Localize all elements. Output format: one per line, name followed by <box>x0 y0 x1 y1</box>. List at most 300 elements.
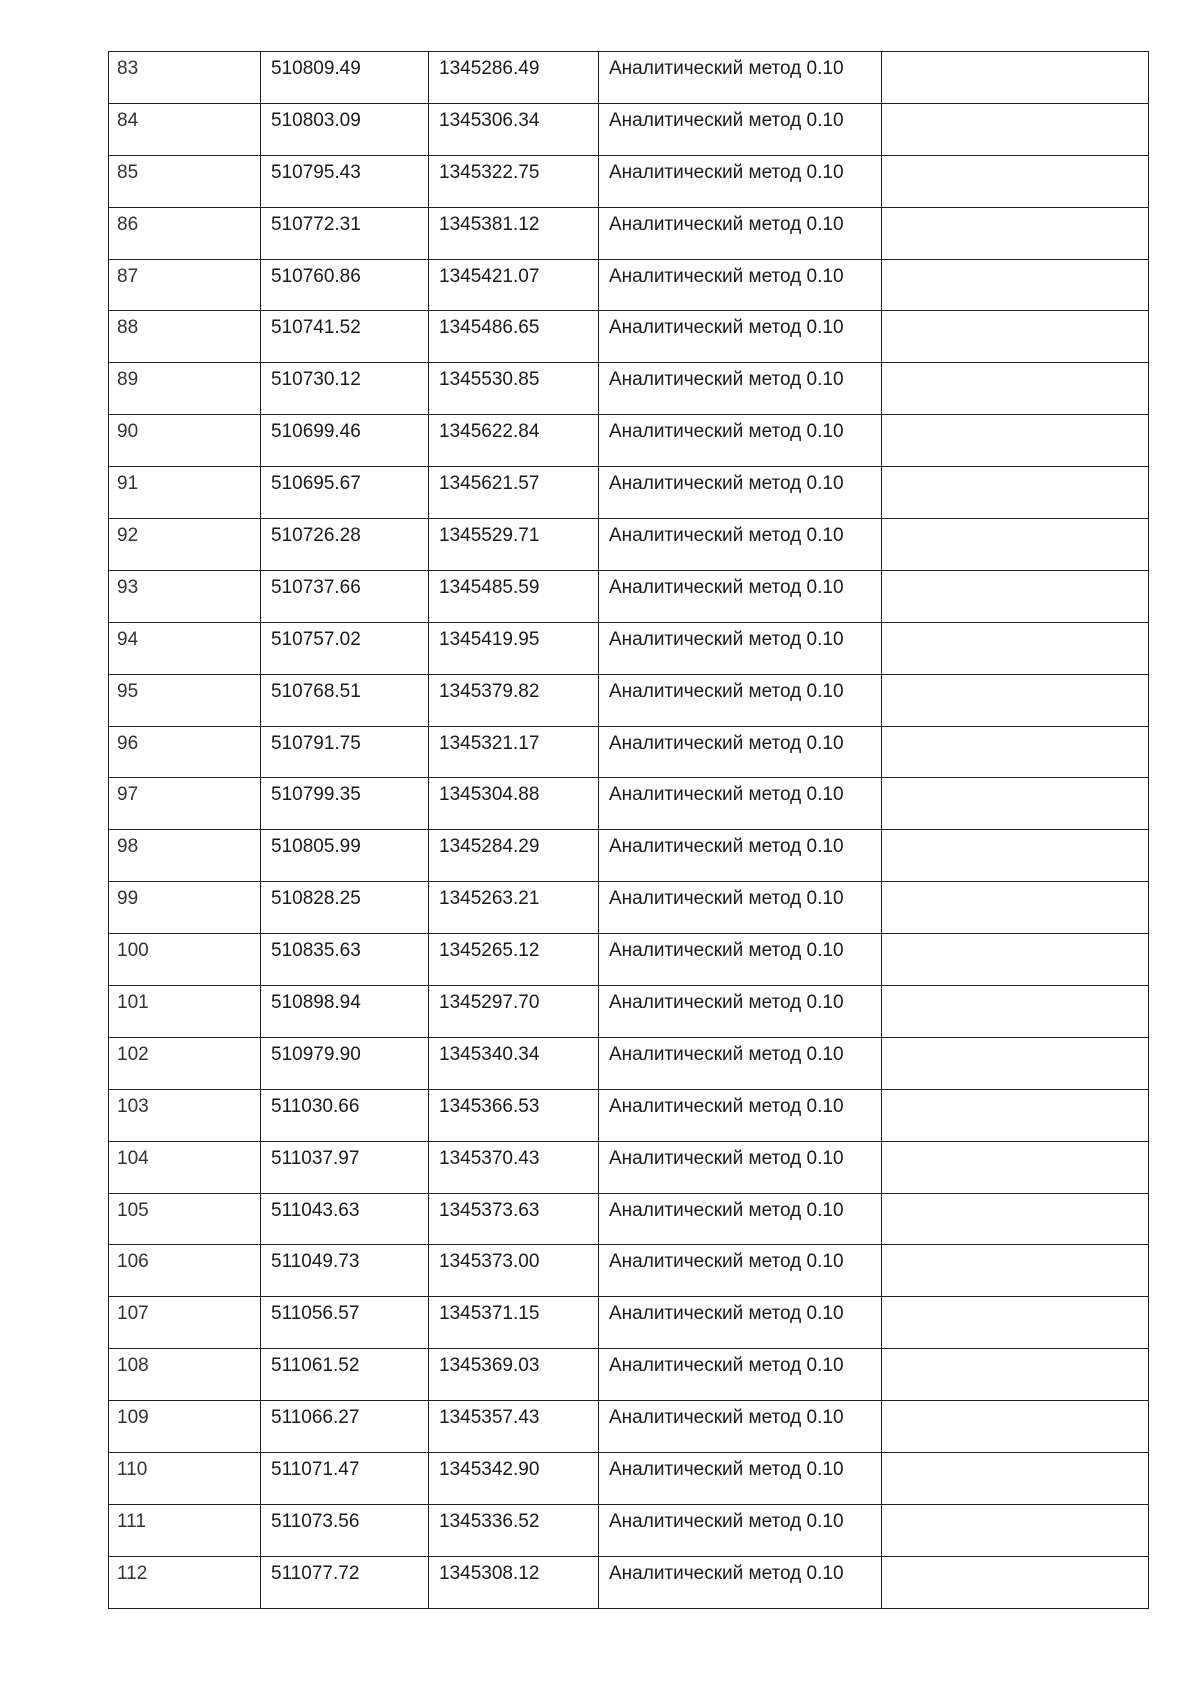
point-number-cell <box>109 1556 261 1608</box>
empty-cell <box>882 519 1149 571</box>
y-coordinate-text: 1345379.82 <box>439 680 540 702</box>
empty-cell <box>882 674 1149 726</box>
point-number-text: 94 <box>117 628 139 650</box>
y-coordinate-cell <box>429 674 599 726</box>
method-text: Аналитический метод 0.10 <box>609 1562 844 1584</box>
coordinates-table <box>108 51 1149 1609</box>
x-coordinate-cell <box>261 1193 429 1245</box>
point-number-cell <box>109 103 261 155</box>
table-row <box>109 778 1149 830</box>
point-number-cell <box>109 1504 261 1556</box>
method-cell <box>599 726 882 778</box>
y-coordinate-cell <box>429 1245 599 1297</box>
point-number-cell <box>109 259 261 311</box>
y-coordinate-text: 1345371.15 <box>439 1303 540 1325</box>
method-text: Аналитический метод 0.10 <box>609 421 844 443</box>
point-number-cell <box>109 830 261 882</box>
table-row <box>109 155 1149 207</box>
y-coordinate-text: 1345530.85 <box>439 369 540 391</box>
y-coordinate-text: 1345381.12 <box>439 213 540 235</box>
y-coordinate-cell <box>429 830 599 882</box>
y-coordinate-text: 1345373.00 <box>439 1251 540 1273</box>
table-row <box>109 1504 1149 1556</box>
point-number-text: 88 <box>117 317 139 339</box>
method-cell <box>599 207 882 259</box>
point-number-text: 86 <box>117 213 139 235</box>
method-text: Аналитический метод 0.10 <box>609 1510 844 1532</box>
method-cell <box>599 934 882 986</box>
x-coordinate-text: 510979.90 <box>271 1043 361 1065</box>
method-text: Аналитический метод 0.10 <box>609 1251 844 1273</box>
empty-cell <box>882 103 1149 155</box>
table-row <box>109 467 1149 519</box>
table-row <box>109 726 1149 778</box>
point-number-cell <box>109 1297 261 1349</box>
point-number-text: 89 <box>117 369 139 391</box>
point-number-cell <box>109 1245 261 1297</box>
point-number-text: 91 <box>117 473 139 495</box>
method-text: Аналитический метод 0.10 <box>609 317 844 339</box>
table-row <box>109 1453 1149 1505</box>
table-row <box>109 1297 1149 1349</box>
y-coordinate-cell <box>429 519 599 571</box>
y-coordinate-cell <box>429 1297 599 1349</box>
x-coordinate-cell <box>261 934 429 986</box>
x-coordinate-text: 510898.94 <box>271 992 361 1014</box>
empty-cell <box>882 155 1149 207</box>
empty-cell <box>882 986 1149 1038</box>
y-coordinate-text: 1345369.03 <box>439 1355 540 1377</box>
y-coordinate-text: 1345366.53 <box>439 1095 540 1117</box>
method-cell <box>599 1037 882 1089</box>
empty-cell <box>882 311 1149 363</box>
method-cell <box>599 103 882 155</box>
point-number-cell <box>109 778 261 830</box>
point-number-cell <box>109 882 261 934</box>
method-text: Аналитический метод 0.10 <box>609 1095 844 1117</box>
method-cell <box>599 467 882 519</box>
table-row <box>109 1193 1149 1245</box>
method-text: Аналитический метод 0.10 <box>609 784 844 806</box>
y-coordinate-text: 1345265.12 <box>439 940 540 962</box>
table-row <box>109 103 1149 155</box>
x-coordinate-cell <box>261 1141 429 1193</box>
point-number-text: 83 <box>117 58 139 79</box>
table-row <box>109 1556 1149 1608</box>
empty-cell <box>882 1401 1149 1453</box>
y-coordinate-text: 1345529.71 <box>439 525 540 547</box>
method-text: Аналитический метод 0.10 <box>609 369 844 391</box>
x-coordinate-text: 510791.75 <box>271 732 361 754</box>
y-coordinate-text: 1345286.49 <box>439 58 540 79</box>
y-coordinate-text: 1345485.59 <box>439 576 540 598</box>
y-coordinate-cell <box>429 570 599 622</box>
x-coordinate-cell <box>261 207 429 259</box>
method-cell <box>599 674 882 726</box>
y-coordinate-cell <box>429 726 599 778</box>
method-text: Аналитический метод 0.10 <box>609 576 844 598</box>
point-number-text: 84 <box>117 109 139 131</box>
x-coordinate-text: 511030.66 <box>271 1095 360 1117</box>
y-coordinate-text: 1345486.65 <box>439 317 540 339</box>
y-coordinate-cell <box>429 934 599 986</box>
y-coordinate-cell <box>429 1556 599 1608</box>
method-text: Аналитический метод 0.10 <box>609 58 844 79</box>
x-coordinate-text: 510803.09 <box>271 109 361 131</box>
table-row <box>109 519 1149 571</box>
x-coordinate-cell <box>261 363 429 415</box>
point-number-text: 97 <box>117 784 139 806</box>
method-cell <box>599 1401 882 1453</box>
method-cell <box>599 830 882 882</box>
point-number-text: 100 <box>117 940 149 962</box>
table-row <box>109 570 1149 622</box>
y-coordinate-text: 1345373.63 <box>439 1199 540 1221</box>
point-number-cell <box>109 207 261 259</box>
point-number-cell <box>109 52 261 104</box>
table-row <box>109 1401 1149 1453</box>
empty-cell <box>882 1245 1149 1297</box>
method-cell <box>599 882 882 934</box>
point-number-cell <box>109 570 261 622</box>
x-coordinate-text: 510760.86 <box>271 265 361 287</box>
empty-cell <box>882 52 1149 104</box>
point-number-text: 110 <box>117 1459 148 1481</box>
table-row <box>109 52 1149 104</box>
method-cell <box>599 259 882 311</box>
method-text: Аналитический метод 0.10 <box>609 628 844 650</box>
x-coordinate-cell <box>261 1297 429 1349</box>
method-text: Аналитический метод 0.10 <box>609 265 844 287</box>
y-coordinate-text: 1345340.34 <box>439 1043 540 1065</box>
method-text: Аналитический метод 0.10 <box>609 888 844 910</box>
point-number-text: 106 <box>117 1251 149 1273</box>
x-coordinate-cell <box>261 155 429 207</box>
empty-cell <box>882 1453 1149 1505</box>
x-coordinate-text: 510730.12 <box>271 369 361 391</box>
y-coordinate-text: 1345357.43 <box>439 1407 540 1429</box>
method-cell <box>599 1141 882 1193</box>
x-coordinate-text: 510695.67 <box>271 473 361 495</box>
table-row <box>109 1245 1149 1297</box>
table-row <box>109 934 1149 986</box>
y-coordinate-text: 1345336.52 <box>439 1510 540 1532</box>
point-number-text: 92 <box>117 525 139 547</box>
point-number-text: 85 <box>117 161 139 183</box>
y-coordinate-text: 1345263.21 <box>439 888 540 910</box>
point-number-text: 105 <box>117 1199 149 1221</box>
method-text: Аналитический метод 0.10 <box>609 1459 844 1481</box>
x-coordinate-cell <box>261 415 429 467</box>
x-coordinate-text: 510828.25 <box>271 888 361 910</box>
x-coordinate-cell <box>261 1245 429 1297</box>
x-coordinate-text: 511049.73 <box>271 1251 360 1273</box>
method-text: Аналитический метод 0.10 <box>609 680 844 702</box>
point-number-cell <box>109 1141 261 1193</box>
y-coordinate-text: 1345419.95 <box>439 628 540 650</box>
x-coordinate-text: 510795.43 <box>271 161 361 183</box>
empty-cell <box>882 570 1149 622</box>
method-text: Аналитический метод 0.10 <box>609 1043 844 1065</box>
method-text: Аналитический метод 0.10 <box>609 1303 844 1325</box>
y-coordinate-cell <box>429 207 599 259</box>
y-coordinate-cell <box>429 882 599 934</box>
empty-cell <box>882 726 1149 778</box>
y-coordinate-cell <box>429 467 599 519</box>
y-coordinate-text: 1345308.12 <box>439 1562 540 1584</box>
empty-cell <box>882 207 1149 259</box>
point-number-text: 98 <box>117 836 139 858</box>
empty-cell <box>882 363 1149 415</box>
x-coordinate-text: 511043.63 <box>271 1199 360 1221</box>
point-number-text: 93 <box>117 576 139 598</box>
empty-cell <box>882 1504 1149 1556</box>
x-coordinate-text: 511071.47 <box>271 1459 360 1481</box>
y-coordinate-cell <box>429 415 599 467</box>
point-number-text: 101 <box>117 992 149 1014</box>
y-coordinate-cell <box>429 622 599 674</box>
point-number-text: 99 <box>117 888 139 910</box>
y-coordinate-text: 1345284.29 <box>439 836 540 858</box>
x-coordinate-cell <box>261 1037 429 1089</box>
empty-cell <box>882 1193 1149 1245</box>
y-coordinate-text: 1345621.57 <box>439 473 540 495</box>
point-number-cell <box>109 1089 261 1141</box>
point-number-cell <box>109 311 261 363</box>
x-coordinate-text: 510799.35 <box>271 784 361 806</box>
x-coordinate-cell <box>261 1504 429 1556</box>
point-number-cell <box>109 934 261 986</box>
y-coordinate-cell <box>429 986 599 1038</box>
y-coordinate-cell <box>429 1453 599 1505</box>
empty-cell <box>882 1349 1149 1401</box>
x-coordinate-cell <box>261 1453 429 1505</box>
table-row <box>109 207 1149 259</box>
point-number-cell <box>109 674 261 726</box>
method-cell <box>599 415 882 467</box>
method-text: Аналитический метод 0.10 <box>609 213 844 235</box>
empty-cell <box>882 1556 1149 1608</box>
method-cell <box>599 155 882 207</box>
x-coordinate-cell <box>261 519 429 571</box>
x-coordinate-text: 511066.27 <box>271 1407 360 1429</box>
method-cell <box>599 519 882 571</box>
method-cell <box>599 986 882 1038</box>
method-cell <box>599 311 882 363</box>
empty-cell <box>882 1037 1149 1089</box>
y-coordinate-cell <box>429 155 599 207</box>
y-coordinate-text: 1345321.17 <box>439 732 540 754</box>
point-number-text: 112 <box>117 1562 148 1584</box>
x-coordinate-text: 511061.52 <box>271 1355 360 1377</box>
point-number-cell <box>109 726 261 778</box>
method-text: Аналитический метод 0.10 <box>609 1355 844 1377</box>
x-coordinate-text: 510772.31 <box>271 213 361 235</box>
method-text: Аналитический метод 0.10 <box>609 940 844 962</box>
x-coordinate-cell <box>261 1556 429 1608</box>
x-coordinate-text: 510757.02 <box>271 628 361 650</box>
method-cell <box>599 1297 882 1349</box>
method-cell <box>599 1504 882 1556</box>
method-cell <box>599 1453 882 1505</box>
y-coordinate-text: 1345342.90 <box>439 1459 540 1481</box>
method-cell <box>599 778 882 830</box>
y-coordinate-cell <box>429 1349 599 1401</box>
y-coordinate-cell <box>429 1504 599 1556</box>
method-cell <box>599 1089 882 1141</box>
method-cell <box>599 52 882 104</box>
method-cell <box>599 363 882 415</box>
point-number-cell <box>109 415 261 467</box>
method-text: Аналитический метод 0.10 <box>609 836 844 858</box>
empty-cell <box>882 1141 1149 1193</box>
method-text: Аналитический метод 0.10 <box>609 161 844 183</box>
y-coordinate-cell <box>429 363 599 415</box>
y-coordinate-cell <box>429 1037 599 1089</box>
x-coordinate-text: 511056.57 <box>271 1303 360 1325</box>
table-row <box>109 363 1149 415</box>
x-coordinate-text: 510805.99 <box>271 836 361 858</box>
method-text: Аналитический метод 0.10 <box>609 992 844 1014</box>
empty-cell <box>882 415 1149 467</box>
x-coordinate-cell <box>261 882 429 934</box>
table-row <box>109 1349 1149 1401</box>
y-coordinate-text: 1345370.43 <box>439 1147 540 1169</box>
x-coordinate-cell <box>261 467 429 519</box>
y-coordinate-text: 1345297.70 <box>439 992 540 1014</box>
method-cell <box>599 1556 882 1608</box>
empty-cell <box>882 882 1149 934</box>
point-number-text: 109 <box>117 1407 149 1429</box>
x-coordinate-cell <box>261 1401 429 1453</box>
empty-cell <box>882 259 1149 311</box>
y-coordinate-cell <box>429 1141 599 1193</box>
y-coordinate-cell <box>429 259 599 311</box>
x-coordinate-cell <box>261 778 429 830</box>
method-cell <box>599 570 882 622</box>
point-number-cell <box>109 1037 261 1089</box>
point-number-cell <box>109 155 261 207</box>
x-coordinate-text: 510835.63 <box>271 940 361 962</box>
table-row <box>109 311 1149 363</box>
method-text: Аналитический метод 0.10 <box>609 473 844 495</box>
y-coordinate-text: 1345322.75 <box>439 161 540 183</box>
empty-cell <box>882 622 1149 674</box>
point-number-cell <box>109 1193 261 1245</box>
x-coordinate-text: 511037.97 <box>271 1147 360 1169</box>
point-number-text: 95 <box>117 680 139 702</box>
y-coordinate-text: 1345304.88 <box>439 784 540 806</box>
method-cell <box>599 1193 882 1245</box>
x-coordinate-cell <box>261 986 429 1038</box>
x-coordinate-text: 511073.56 <box>271 1510 360 1532</box>
point-number-cell <box>109 1349 261 1401</box>
coordinates-table-body <box>109 52 1149 1609</box>
empty-cell <box>882 1089 1149 1141</box>
point-number-cell <box>109 363 261 415</box>
y-coordinate-cell <box>429 778 599 830</box>
point-number-text: 102 <box>117 1043 149 1065</box>
point-number-cell <box>109 519 261 571</box>
point-number-cell <box>109 986 261 1038</box>
table-row <box>109 830 1149 882</box>
x-coordinate-text: 510741.52 <box>271 317 361 339</box>
method-cell <box>599 1245 882 1297</box>
table-row <box>109 882 1149 934</box>
method-text: Аналитический метод 0.10 <box>609 1407 844 1429</box>
point-number-text: 96 <box>117 732 139 754</box>
empty-cell <box>882 778 1149 830</box>
x-coordinate-cell <box>261 726 429 778</box>
point-number-text: 104 <box>117 1147 149 1169</box>
table-row <box>109 986 1149 1038</box>
point-number-text: 111 <box>117 1510 146 1532</box>
table-row <box>109 415 1149 467</box>
x-coordinate-cell <box>261 52 429 104</box>
method-text: Аналитический метод 0.10 <box>609 1147 844 1169</box>
point-number-cell <box>109 622 261 674</box>
x-coordinate-cell <box>261 830 429 882</box>
table-row <box>109 1141 1149 1193</box>
y-coordinate-cell <box>429 1193 599 1245</box>
method-cell <box>599 622 882 674</box>
empty-cell <box>882 934 1149 986</box>
table-row <box>109 259 1149 311</box>
method-text: Аналитический метод 0.10 <box>609 109 844 131</box>
point-number-cell <box>109 467 261 519</box>
x-coordinate-cell <box>261 570 429 622</box>
y-coordinate-text: 1345421.07 <box>439 265 540 287</box>
table-row <box>109 1037 1149 1089</box>
table-row <box>109 1089 1149 1141</box>
y-coordinate-text: 1345306.34 <box>439 109 540 131</box>
point-number-text: 90 <box>117 421 139 443</box>
point-number-cell <box>109 1453 261 1505</box>
x-coordinate-text: 510768.51 <box>271 680 361 702</box>
x-coordinate-cell <box>261 259 429 311</box>
method-text: Аналитический метод 0.10 <box>609 525 844 547</box>
x-coordinate-text: 510699.46 <box>271 421 361 443</box>
point-number-text: 107 <box>117 1303 149 1325</box>
x-coordinate-cell <box>261 103 429 155</box>
x-coordinate-cell <box>261 1089 429 1141</box>
table-row <box>109 674 1149 726</box>
x-coordinate-cell <box>261 622 429 674</box>
x-coordinate-cell <box>261 311 429 363</box>
x-coordinate-text: 511077.72 <box>271 1562 360 1584</box>
point-number-cell <box>109 1401 261 1453</box>
method-cell <box>599 1349 882 1401</box>
x-coordinate-text: 510809.49 <box>271 58 361 79</box>
point-number-text: 108 <box>117 1355 149 1377</box>
x-coordinate-text: 510737.66 <box>271 576 361 598</box>
method-text: Аналитический метод 0.10 <box>609 732 844 754</box>
empty-cell <box>882 1297 1149 1349</box>
y-coordinate-cell <box>429 52 599 104</box>
y-coordinate-cell <box>429 311 599 363</box>
x-coordinate-text: 510726.28 <box>271 525 361 547</box>
y-coordinate-cell <box>429 103 599 155</box>
table-row <box>109 622 1149 674</box>
empty-cell <box>882 830 1149 882</box>
point-number-text: 103 <box>117 1095 149 1117</box>
empty-cell <box>882 467 1149 519</box>
y-coordinate-text: 1345622.84 <box>439 421 540 443</box>
y-coordinate-cell <box>429 1089 599 1141</box>
y-coordinate-cell <box>429 1401 599 1453</box>
x-coordinate-cell <box>261 674 429 726</box>
point-number-text: 87 <box>117 265 139 287</box>
